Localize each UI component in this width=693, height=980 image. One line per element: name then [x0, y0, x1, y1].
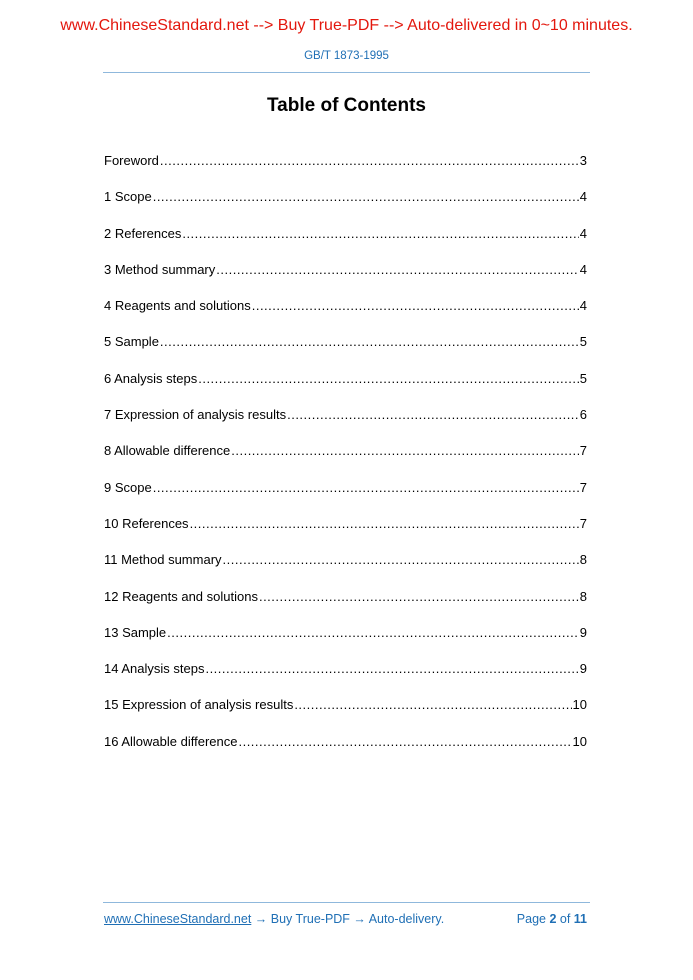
- page-title: Table of Contents: [266, 95, 427, 116]
- toc-entry-page: 10: [572, 697, 587, 713]
- toc-leader-dots: [153, 188, 579, 206]
- toc-leader-dots: [216, 261, 579, 279]
- footer-text: [104, 912, 444, 926]
- toc-entry-page: 7: [579, 479, 587, 495]
- page-footer: [104, 912, 587, 926]
- toc-entry[interactable]: [104, 261, 587, 297]
- page-current: 2: [549, 912, 557, 926]
- toc-entry-page: 5: [579, 370, 587, 386]
- toc-leader-dots: [153, 479, 579, 497]
- toc-entry-label: 13 Sample: [104, 624, 167, 640]
- toc-entry-page: 10: [572, 733, 587, 749]
- toc-entry-page: 7: [579, 515, 587, 531]
- toc-entry-label: 4 Reagents and solutions: [104, 298, 251, 314]
- toc-entry-page: 3: [579, 153, 587, 168]
- toc-entry-label: 2 References: [104, 225, 182, 241]
- toc-entry-page: 4: [579, 225, 587, 241]
- toc-leader-dots: [231, 442, 579, 460]
- toc-entry-page: 9: [579, 624, 587, 640]
- footer-tail: → Buy True-PDF → Auto-delivery.: [251, 912, 445, 926]
- toc-entry-page: 8: [579, 552, 587, 568]
- header-divider: [103, 72, 590, 73]
- toc-entry-page: 6: [579, 407, 587, 423]
- toc-entry-label: 3 Method summary: [104, 261, 216, 277]
- toc-entry[interactable]: [104, 624, 587, 660]
- toc-entry-page: 7: [579, 443, 587, 459]
- toc-entry-label: 10 References: [104, 515, 189, 531]
- toc-entry-page: 5: [579, 334, 587, 350]
- toc-entry-page: 8: [579, 588, 587, 604]
- toc-entry-label: 9 Scope: [104, 479, 152, 495]
- toc-entry-page: 9: [579, 661, 587, 677]
- toc-leader-dots: [223, 551, 579, 569]
- toc-entry-label: 14 Analysis steps: [104, 661, 205, 677]
- toc-leader-dots: [238, 733, 571, 751]
- toc-entry[interactable]: [104, 479, 587, 515]
- toc-entry-page: 4: [579, 189, 587, 205]
- toc-entry[interactable]: [104, 297, 587, 333]
- toc-entry-label: 6 Analysis steps: [104, 370, 198, 386]
- toc-entry-page: 4: [579, 298, 587, 314]
- toc-entry-label: 15 Expression of analysis results: [104, 697, 294, 713]
- toc-entry[interactable]: [104, 152, 587, 188]
- toc-entry[interactable]: [104, 442, 587, 478]
- promo-banner[interactable]: www.ChineseStandard.net --> Buy True-PDF --> Auto-delivered in 0~10 minutes.: [60, 17, 633, 34]
- toc-entry[interactable]: [104, 225, 587, 261]
- page-total: 11: [573, 912, 587, 926]
- toc-entry-label: 12 Reagents and solutions: [104, 588, 258, 604]
- toc-entry[interactable]: [104, 696, 587, 732]
- toc-leader-dots: [198, 370, 579, 388]
- toc-entry[interactable]: [104, 588, 587, 624]
- toc-entry-label: 11 Method summary: [104, 552, 222, 568]
- page-word: Page: [516, 912, 550, 926]
- toc-leader-dots: [294, 696, 571, 714]
- toc-leader-dots: [252, 297, 579, 315]
- page-of: of: [556, 912, 574, 926]
- footer-divider: [103, 902, 590, 903]
- toc-entry[interactable]: [104, 188, 587, 224]
- toc-entry[interactable]: [104, 660, 587, 696]
- toc-entry-label: 8 Allowable difference: [104, 443, 231, 459]
- toc-entry-page: 4: [579, 261, 587, 277]
- toc-entry-label: 5 Sample: [104, 334, 159, 350]
- document-id: GB/T 1873-1995: [304, 50, 389, 62]
- toc-entry-label: 7 Expression of analysis results: [104, 407, 287, 423]
- toc-entry-label: Foreword: [104, 153, 159, 168]
- toc-leader-dots: [259, 588, 579, 606]
- toc-leader-dots: [160, 152, 579, 170]
- toc-leader-dots: [190, 515, 579, 533]
- toc-leader-dots: [160, 333, 579, 351]
- table-of-contents: [104, 152, 587, 769]
- toc-entry[interactable]: [104, 406, 587, 442]
- footer-site-link[interactable]: www.ChineseStandard.net: [104, 912, 252, 926]
- page-indicator: [517, 912, 587, 926]
- toc-leader-dots: [182, 225, 578, 243]
- toc-entry[interactable]: [104, 551, 587, 587]
- toc-leader-dots: [167, 624, 579, 642]
- toc-entry[interactable]: [104, 333, 587, 369]
- toc-entry[interactable]: [104, 733, 587, 769]
- toc-entry-label: 1 Scope: [104, 189, 152, 205]
- toc-entry-label: 16 Allowable difference: [104, 733, 238, 749]
- toc-leader-dots: [205, 660, 578, 678]
- toc-entry[interactable]: [104, 370, 587, 406]
- toc-leader-dots: [287, 406, 579, 424]
- toc-entry[interactable]: [104, 515, 587, 551]
